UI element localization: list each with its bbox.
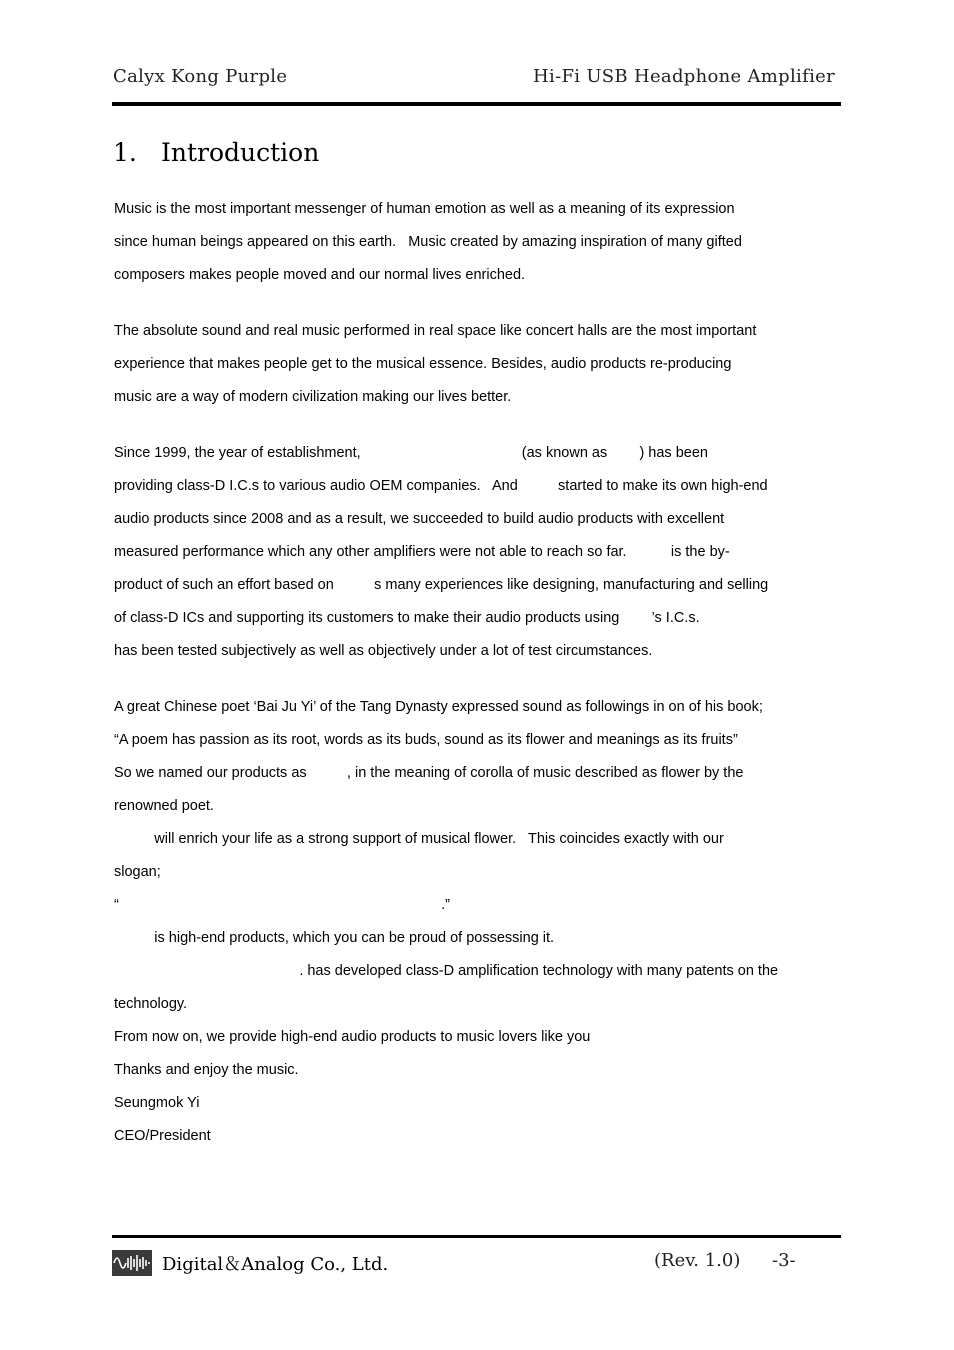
text-line: Thanks and enjoy the music. (114, 1062, 299, 1078)
header-product-category: Hi-Fi USB Headphone Amplifier (533, 66, 835, 87)
page-footer (112, 1248, 834, 1278)
paragraph-2 (114, 320, 844, 419)
text-line: will enrich your life as a strong support of musical flower. This coincides exactly with our (114, 831, 724, 847)
page-header (113, 66, 835, 96)
text-line: Music is the most important messenger of human emotion as well as a meaning of its expression (114, 201, 735, 217)
text-line: of class-D ICs and supporting its customers to make their audio products using ’s I.C.s. (114, 610, 700, 626)
text-line: composers makes people moved and our normal lives enriched. (114, 267, 526, 283)
section-heading (113, 138, 319, 167)
text-line: Since 1999, the year of establishment, (as known as ) has been (114, 445, 708, 461)
signature-title: CEO/President (114, 1128, 211, 1144)
text-line: has been tested subjectively as well as objectively under a lot of test circumstances. (114, 643, 653, 659)
text-line: The absolute sound and real music performed in real space like concert halls are the most important (114, 323, 757, 339)
text-line: . has developed class-D amplification technology with many patents on the (114, 963, 779, 979)
text-line: A great Chinese poet ‘Bai Ju Yi’ of the Tang Dynasty expressed sound as followings in on of his book; (114, 699, 763, 715)
text-line: From now on, we provide high-end audio products to music lovers like you (114, 1029, 591, 1045)
text-line: measured performance which any other amplifiers were not able to reach so far. is the by- (114, 544, 730, 560)
section-title: Introduction (161, 138, 320, 167)
paragraph-4 (114, 696, 844, 1158)
section-number: 1. (113, 138, 137, 167)
text-line: audio products since 2008 and as a result, we succeeded to build audio products with excellent (114, 511, 725, 527)
text-line: technology. (114, 996, 188, 1012)
text-line: slogan; (114, 864, 161, 880)
text-line: product of such an effort based on s many experiences like designing, manufacturing and selling (114, 577, 769, 593)
paragraph-3 (114, 442, 844, 673)
footer-company-name: Digital＆Analog Co., Ltd. (162, 1254, 389, 1275)
header-rule (112, 102, 841, 106)
page-number: -3- (772, 1250, 796, 1271)
text-line: providing class-D I.C.s to various audio OEM companies. And started to make its own high-end (114, 478, 768, 494)
text-line: “A poem has passion as its root, words as its buds, sound as its flower and meanings as its fruits” (114, 732, 738, 748)
body-text (114, 198, 844, 1158)
footer-rule (112, 1235, 841, 1238)
text-line: So we named our products as , in the meaning of corolla of music described as flower by the (114, 765, 744, 781)
company-logo-icon (112, 1250, 152, 1276)
paragraph-1 (114, 198, 844, 297)
text-line: since human beings appeared on this earth. Music created by amazing inspiration of many gifted (114, 234, 742, 250)
text-line: renowned poet. (114, 798, 214, 814)
footer-revision: (Rev. 1.0) (654, 1250, 741, 1271)
signature-name: Seungmok Yi (114, 1095, 200, 1111)
text-line: music are a way of modern civilization making our lives better. (114, 389, 512, 405)
slogan-line: “ .” (114, 897, 450, 913)
header-product-name: Calyx Kong Purple (113, 66, 288, 87)
text-line: is high-end products, which you can be proud of possessing it. (114, 930, 555, 946)
text-line: experience that makes people get to the musical essence. Besides, audio products re-producing (114, 356, 732, 372)
